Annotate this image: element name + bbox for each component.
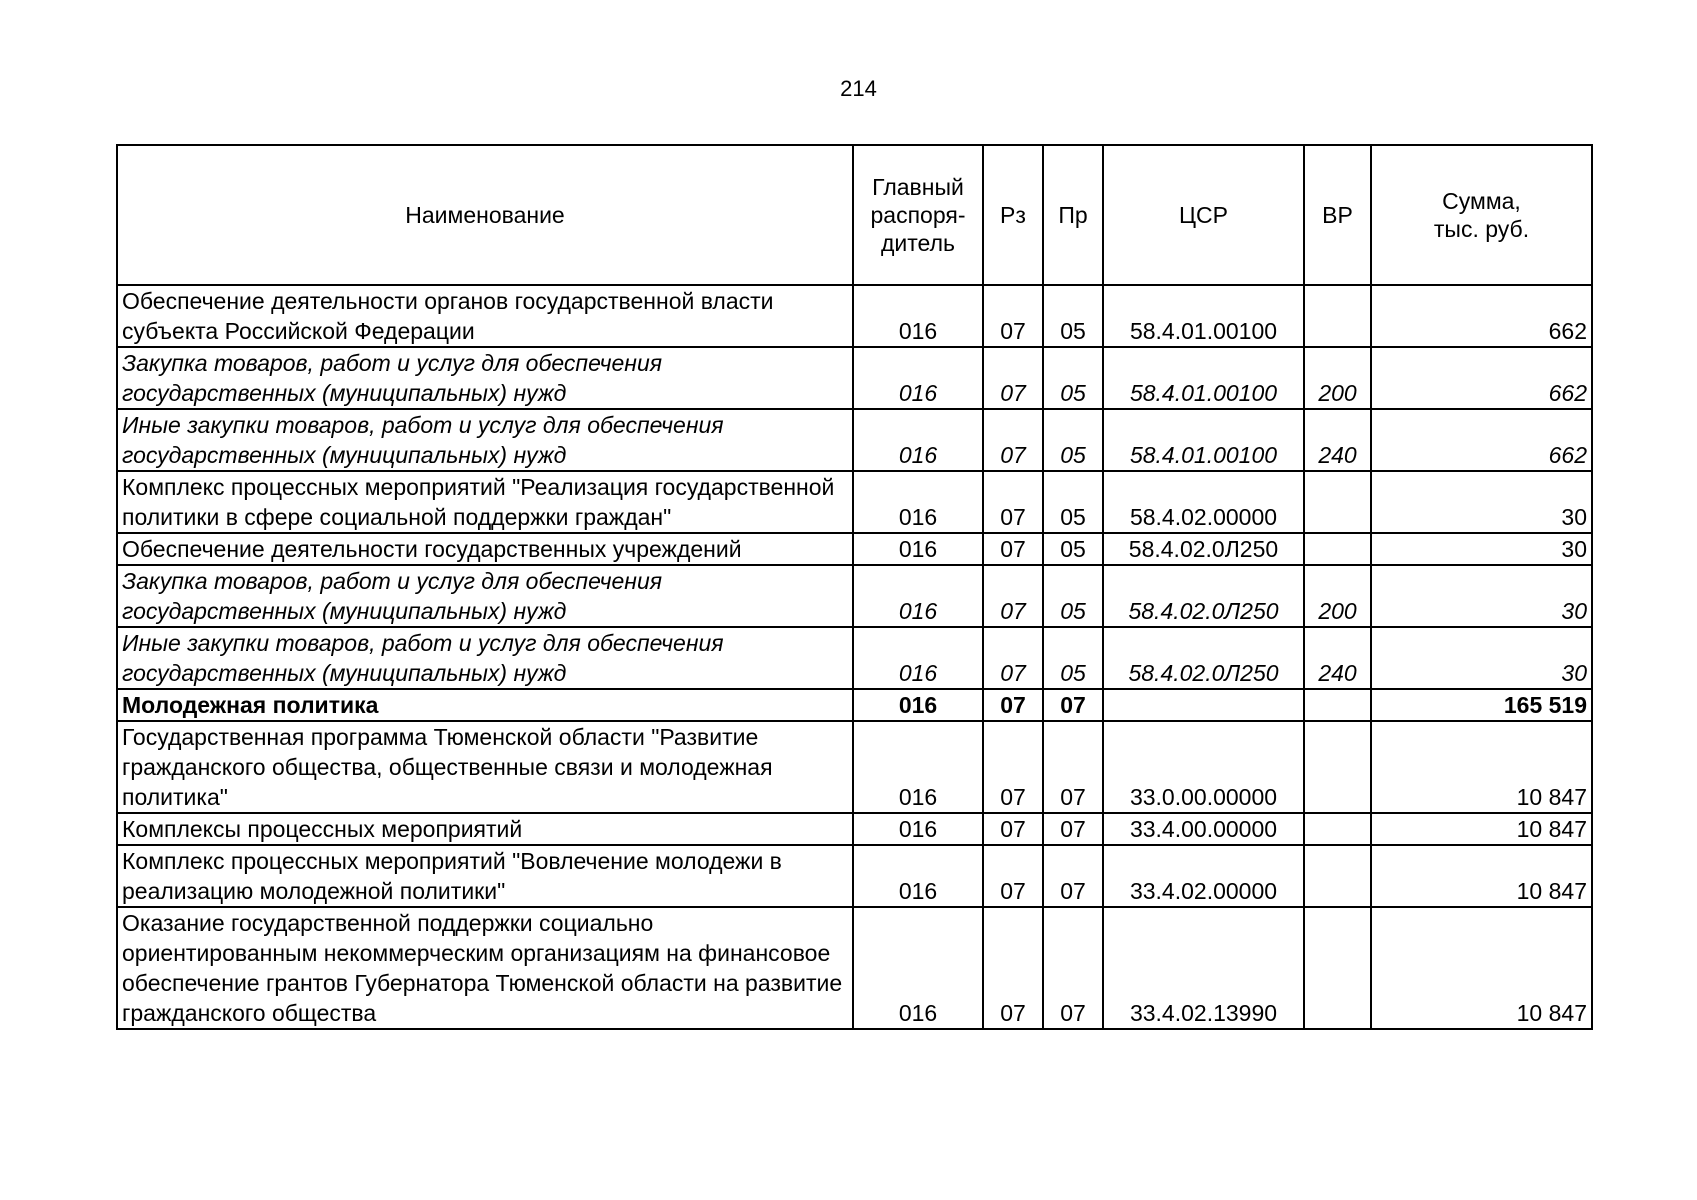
- table-row: [117, 721, 1592, 813]
- table-row: [117, 689, 1592, 721]
- cell-rz: 07: [983, 471, 1043, 533]
- cell-sum: 165 519: [1371, 689, 1592, 721]
- cell-vr: 200: [1304, 565, 1371, 627]
- cell-csr: 58.4.02.0Л250: [1103, 565, 1304, 627]
- cell-rz: 07: [983, 565, 1043, 627]
- cell-pr: 07: [1043, 813, 1103, 845]
- header-sum-line: Сумма,: [1442, 188, 1521, 214]
- header-row: [117, 145, 1592, 285]
- cell-vr: [1304, 813, 1371, 845]
- cell-name: Государственная программа Тюменской области "Развитие гражданского общества, общественные связи и молодежная политика": [117, 721, 853, 813]
- cell-vr: 240: [1304, 627, 1371, 689]
- table-row: [117, 627, 1592, 689]
- cell-name: Закупка товаров, работ и услуг для обеспечения государственных (муниципальных) нужд: [117, 565, 853, 627]
- cell-csr: 58.4.01.00100: [1103, 409, 1304, 471]
- cell-csr: 33.4.02.13990: [1103, 907, 1304, 1029]
- cell-sum: 662: [1371, 409, 1592, 471]
- cell-pr: 05: [1043, 533, 1103, 565]
- cell-pr: 07: [1043, 845, 1103, 907]
- cell-rz: 07: [983, 409, 1043, 471]
- cell-rz: 07: [983, 813, 1043, 845]
- cell-rz: 07: [983, 845, 1043, 907]
- cell-manager: 016: [853, 721, 983, 813]
- header-vr: ВР: [1304, 145, 1371, 285]
- cell-csr: 58.4.02.0Л250: [1103, 627, 1304, 689]
- cell-rz: 07: [983, 689, 1043, 721]
- table-row: [117, 813, 1592, 845]
- header-manager-line: распоря-: [870, 202, 966, 228]
- header-rz: Рз: [983, 145, 1043, 285]
- cell-vr: [1304, 845, 1371, 907]
- cell-vr: [1304, 907, 1371, 1029]
- header-manager: [853, 145, 983, 285]
- cell-rz: 07: [983, 533, 1043, 565]
- cell-name: Комплексы процессных мероприятий: [117, 813, 853, 845]
- cell-rz: 07: [983, 285, 1043, 347]
- header-sum: [1371, 145, 1592, 285]
- cell-manager: 016: [853, 533, 983, 565]
- cell-name: Обеспечение деятельности государственных учреждений: [117, 533, 853, 565]
- cell-name: Комплекс процессных мероприятий "Вовлечение молодежи в реализацию молодежной политики": [117, 845, 853, 907]
- cell-rz: 07: [983, 347, 1043, 409]
- cell-csr: 33.4.02.00000: [1103, 845, 1304, 907]
- table-row: [117, 285, 1592, 347]
- cell-name: Обеспечение деятельности органов государственной власти субъекта Российской Федерации: [117, 285, 853, 347]
- header-manager-line: дитель: [881, 230, 955, 256]
- cell-rz: 07: [983, 627, 1043, 689]
- header-sum-line: тыс. руб.: [1433, 216, 1530, 242]
- cell-manager: 016: [853, 845, 983, 907]
- cell-csr: 58.4.01.00100: [1103, 285, 1304, 347]
- cell-sum: 30: [1371, 471, 1592, 533]
- cell-vr: [1304, 689, 1371, 721]
- cell-sum: 662: [1371, 347, 1592, 409]
- cell-name: Закупка товаров, работ и услуг для обеспечения государственных (муниципальных) нужд: [117, 347, 853, 409]
- header-manager-line: Главный: [872, 174, 964, 200]
- cell-name: Иные закупки товаров, работ и услуг для обеспечения государственных (муниципальных) нужд: [117, 409, 853, 471]
- table-row: [117, 409, 1592, 471]
- cell-csr: 33.0.00.00000: [1103, 721, 1304, 813]
- cell-vr: [1304, 471, 1371, 533]
- table-body: [117, 285, 1592, 1029]
- cell-vr: 240: [1304, 409, 1371, 471]
- cell-sum: 30: [1371, 533, 1592, 565]
- cell-pr: 05: [1043, 409, 1103, 471]
- cell-pr: 05: [1043, 565, 1103, 627]
- cell-vr: [1304, 533, 1371, 565]
- cell-vr: [1304, 285, 1371, 347]
- header-name: Наименование: [117, 145, 853, 285]
- cell-sum: 10 847: [1371, 845, 1592, 907]
- table-row: [117, 845, 1592, 907]
- cell-sum: 10 847: [1371, 813, 1592, 845]
- page-number: 214: [840, 76, 877, 101]
- cell-manager: 016: [853, 907, 983, 1029]
- budget-table: [116, 144, 1593, 1030]
- cell-pr: 05: [1043, 285, 1103, 347]
- cell-manager: 016: [853, 565, 983, 627]
- cell-pr: 07: [1043, 721, 1103, 813]
- table-row: [117, 471, 1592, 533]
- cell-name: Оказание государственной поддержки социально ориентированным некоммерческим организациям на финансовое обеспечение грантов Губернатора Тюменской области на развитие гражданского общества: [117, 907, 853, 1029]
- cell-manager: 016: [853, 689, 983, 721]
- cell-sum: 10 847: [1371, 721, 1592, 813]
- cell-manager: 016: [853, 627, 983, 689]
- cell-pr: 05: [1043, 471, 1103, 533]
- cell-rz: 07: [983, 907, 1043, 1029]
- cell-vr: [1304, 721, 1371, 813]
- cell-sum: 30: [1371, 565, 1592, 627]
- table-row: [117, 347, 1592, 409]
- cell-pr: 07: [1043, 689, 1103, 721]
- cell-pr: 05: [1043, 627, 1103, 689]
- cell-csr: [1103, 689, 1304, 721]
- cell-name: Иные закупки товаров, работ и услуг для обеспечения государственных (муниципальных) нужд: [117, 627, 853, 689]
- cell-manager: 016: [853, 813, 983, 845]
- cell-vr: 200: [1304, 347, 1371, 409]
- cell-csr: 33.4.00.00000: [1103, 813, 1304, 845]
- cell-pr: 05: [1043, 347, 1103, 409]
- cell-manager: 016: [853, 347, 983, 409]
- cell-csr: 58.4.01.00100: [1103, 347, 1304, 409]
- cell-sum: 30: [1371, 627, 1592, 689]
- table-row: [117, 533, 1592, 565]
- cell-manager: 016: [853, 409, 983, 471]
- cell-name: Молодежная политика: [117, 689, 853, 721]
- table-row: [117, 907, 1592, 1029]
- cell-rz: 07: [983, 721, 1043, 813]
- table-row: [117, 565, 1592, 627]
- cell-sum: 10 847: [1371, 907, 1592, 1029]
- header-csr: ЦСР: [1103, 145, 1304, 285]
- cell-sum: 662: [1371, 285, 1592, 347]
- header-pr: Пр: [1043, 145, 1103, 285]
- cell-manager: 016: [853, 285, 983, 347]
- cell-pr: 07: [1043, 907, 1103, 1029]
- cell-csr: 58.4.02.00000: [1103, 471, 1304, 533]
- cell-manager: 016: [853, 471, 983, 533]
- cell-name: Комплекс процессных мероприятий "Реализация государственной политики в сфере социальной поддержки граждан": [117, 471, 853, 533]
- cell-csr: 58.4.02.0Л250: [1103, 533, 1304, 565]
